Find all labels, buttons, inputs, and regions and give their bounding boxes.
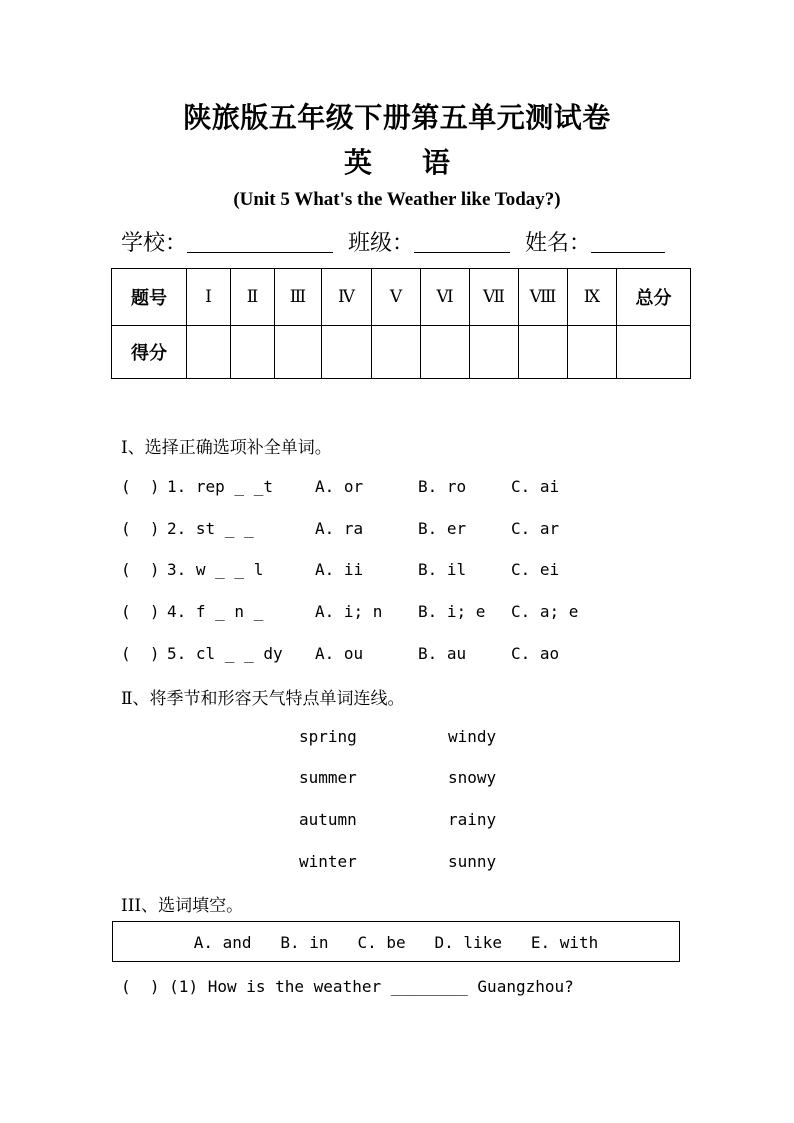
fill-in-question-text: (1) How is the weather ________ Guangzhou?: [169, 977, 574, 996]
column-header: Ⅰ: [187, 269, 231, 326]
column-header: Ⅵ: [421, 269, 470, 326]
option-b: B. il: [418, 560, 467, 579]
option-c: C. ai: [511, 477, 560, 496]
exam-subject: [0, 141, 794, 181]
weather-word[interactable]: rainy: [448, 810, 497, 829]
answer-parentheses[interactable]: ( ): [121, 644, 160, 663]
score-table-header-row: [112, 269, 691, 326]
score-cell[interactable]: [519, 326, 568, 379]
weather-word[interactable]: windy: [448, 727, 497, 746]
option-c: C. a; e: [511, 602, 579, 621]
answer-parentheses[interactable]: ( ): [121, 977, 160, 996]
option-a: A. ra: [315, 519, 364, 538]
column-header: Ⅴ: [372, 269, 421, 326]
section-1-heading: Ⅰ、选择正确选项补全单词。: [121, 438, 332, 458]
season-word[interactable]: spring: [299, 727, 357, 746]
option-a: A. i; n: [315, 602, 383, 621]
option-a: A. ou: [315, 644, 364, 663]
name-blank[interactable]: [591, 230, 665, 253]
column-header: Ⅸ: [568, 269, 617, 326]
school-blank[interactable]: [187, 230, 333, 253]
score-label: 得分: [112, 326, 187, 379]
column-header: Ⅱ: [231, 269, 275, 326]
section-2-heading: Ⅱ、将季节和形容天气特点单词连线。: [121, 689, 405, 709]
total-label: 总分: [617, 269, 691, 326]
subject-char-1: 英: [343, 146, 372, 179]
score-cell[interactable]: [187, 326, 231, 379]
class-label: 班级：: [348, 231, 415, 256]
score-cell[interactable]: [372, 326, 421, 379]
option-b: B. au: [418, 644, 467, 663]
total-score-cell[interactable]: [617, 326, 691, 379]
weather-word[interactable]: snowy: [448, 768, 497, 787]
column-header: Ⅷ: [519, 269, 568, 326]
season-word[interactable]: winter: [299, 852, 357, 871]
answer-parentheses[interactable]: ( ): [121, 519, 160, 538]
column-header: Ⅳ: [322, 269, 372, 326]
weather-word[interactable]: sunny: [448, 852, 497, 871]
option-a: A. ii: [315, 560, 364, 579]
word-bank-box: [112, 921, 680, 962]
option-c: C. ar: [511, 519, 560, 538]
option-b: B. i; e: [418, 602, 486, 621]
column-header: Ⅶ: [470, 269, 519, 326]
question-stem: 5. cl _ _ dy: [167, 644, 283, 663]
score-cell[interactable]: [470, 326, 519, 379]
name-label: 姓名：: [525, 231, 592, 256]
exam-title: 陕旅版五年级下册第五单元测试卷: [183, 101, 611, 134]
answer-parentheses[interactable]: ( ): [121, 602, 160, 621]
question-number-label: 题号: [112, 269, 187, 326]
score-cell[interactable]: [275, 326, 322, 379]
question-stem: 4. f _ n _: [167, 602, 264, 621]
season-word[interactable]: autumn: [299, 810, 357, 829]
unit-subtitle: (Unit 5 What's the Weather like Today?): [233, 189, 561, 210]
score-cell[interactable]: [231, 326, 275, 379]
answer-parentheses[interactable]: ( ): [121, 477, 160, 496]
subject-char-2: 语: [422, 146, 451, 179]
score-table-score-row: [112, 326, 691, 379]
option-b: B. ro: [418, 477, 467, 496]
option-c: C. ao: [511, 644, 560, 663]
option-b: B. er: [418, 519, 467, 538]
student-info-line: [121, 226, 665, 257]
section-3-heading: III、选词填空。: [121, 896, 244, 916]
score-cell[interactable]: [322, 326, 372, 379]
question-stem: 1. rep _ _t: [167, 477, 273, 496]
question-stem: 2. st _ _: [167, 519, 254, 538]
score-table: [111, 268, 691, 379]
question-stem: 3. w _ _ l: [167, 560, 264, 579]
option-a: A. or: [315, 477, 364, 496]
fill-in-question: [121, 977, 574, 996]
column-header: Ⅲ: [275, 269, 322, 326]
score-cell[interactable]: [568, 326, 617, 379]
option-c: C. ei: [511, 560, 560, 579]
school-label: 学校：: [121, 231, 188, 256]
score-cell[interactable]: [421, 326, 470, 379]
season-word[interactable]: summer: [299, 768, 357, 787]
word-bank-options: A. and B. in C. be D. like E. with: [193, 933, 599, 952]
answer-parentheses[interactable]: ( ): [121, 560, 160, 579]
class-blank[interactable]: [414, 230, 510, 253]
